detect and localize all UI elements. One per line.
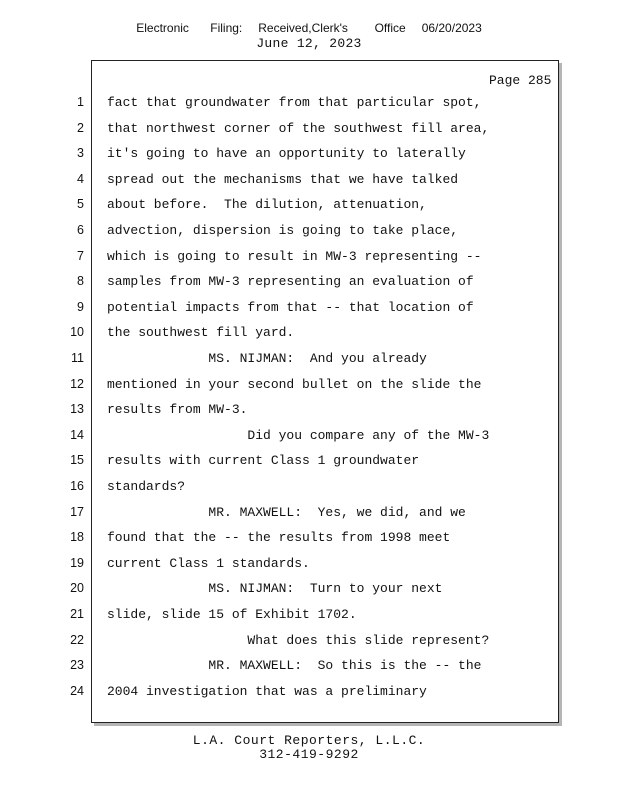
- transcript-line-text: fact that groundwater from that particular spot,: [107, 95, 482, 110]
- transcript-line-text: standards?: [107, 479, 186, 494]
- transcript-date: June 12, 2023: [256, 36, 362, 51]
- line-number: 3: [77, 146, 84, 160]
- line-number: 9: [77, 300, 84, 314]
- line-number: 6: [77, 223, 84, 237]
- reporter-phone: 312-419-9292: [259, 747, 359, 762]
- transcript-line-text: current Class 1 standards.: [107, 556, 310, 571]
- transcript-line-text: potential impacts from that -- that location of: [107, 300, 474, 315]
- reporter-company: L.A. Court Reporters, L.L.C.: [192, 733, 426, 748]
- transcript-line-text: spread out the mechanisms that we have talked: [107, 172, 459, 187]
- transcript-line-text: mentioned in your second bullet on the slide the: [107, 377, 482, 392]
- transcript-line-text: What does this slide represent?: [107, 633, 490, 648]
- line-number: 20: [70, 581, 84, 595]
- page-number: Page 285: [489, 73, 552, 88]
- transcript-line-text: slide, slide 15 of Exhibit 1702.: [107, 607, 357, 622]
- line-number: 24: [70, 684, 84, 698]
- transcript-line-text: which is going to result in MW-3 representing --: [107, 249, 482, 264]
- line-number: 2: [77, 121, 84, 135]
- transcript-line-text: about before. The dilution, attenuation,: [107, 197, 427, 212]
- line-number: 4: [77, 172, 84, 186]
- transcript-line-text: results with current Class 1 groundwater: [107, 453, 420, 468]
- transcript-line-text: that northwest corner of the southwest fill area,: [107, 121, 490, 136]
- transcript-line-text: MS. NIJMAN: And you already: [107, 351, 427, 366]
- line-number: 14: [70, 428, 84, 442]
- line-number: 1: [77, 95, 84, 109]
- line-number: 22: [70, 633, 84, 647]
- line-number: 17: [70, 505, 84, 519]
- transcript-line-text: the southwest fill yard.: [107, 325, 295, 340]
- transcript-line-text: samples from MW-3 representing an evaluation of: [107, 274, 474, 289]
- transcript-line-text: MR. MAXWELL: Yes, we did, and we: [107, 505, 466, 520]
- line-number: 11: [71, 351, 84, 365]
- transcript-line-text: found that the -- the results from 1998 meet: [107, 530, 451, 545]
- transcript-line-text: it's going to have an opportunity to laterally: [107, 146, 466, 161]
- transcript-line-text: MR. MAXWELL: So this is the -- the: [107, 658, 482, 673]
- line-number: 23: [70, 658, 84, 672]
- transcript-line-text: Did you compare any of the MW-3: [107, 428, 490, 443]
- line-number: 21: [70, 607, 84, 621]
- transcript-line-text: advection, dispersion is going to take place,: [107, 223, 459, 238]
- line-number: 15: [70, 453, 84, 467]
- line-number: 8: [77, 274, 84, 288]
- transcript-line-text: 2004 investigation that was a preliminary: [107, 684, 427, 699]
- line-number: 16: [70, 479, 84, 493]
- line-number: 10: [70, 325, 84, 339]
- line-number: 5: [77, 197, 84, 211]
- line-number: 19: [70, 556, 84, 570]
- transcript-line-text: results from MW-3.: [107, 402, 248, 417]
- transcript-line-text: MS. NIJMAN: Turn to your next: [107, 581, 443, 596]
- line-number: 13: [70, 402, 84, 416]
- line-number: 7: [77, 249, 84, 263]
- line-number: 18: [70, 530, 84, 544]
- filing-stamp: Electronic Filing: Received,Clerk's Office 06/20/2023: [136, 21, 482, 35]
- line-number: 12: [70, 377, 84, 391]
